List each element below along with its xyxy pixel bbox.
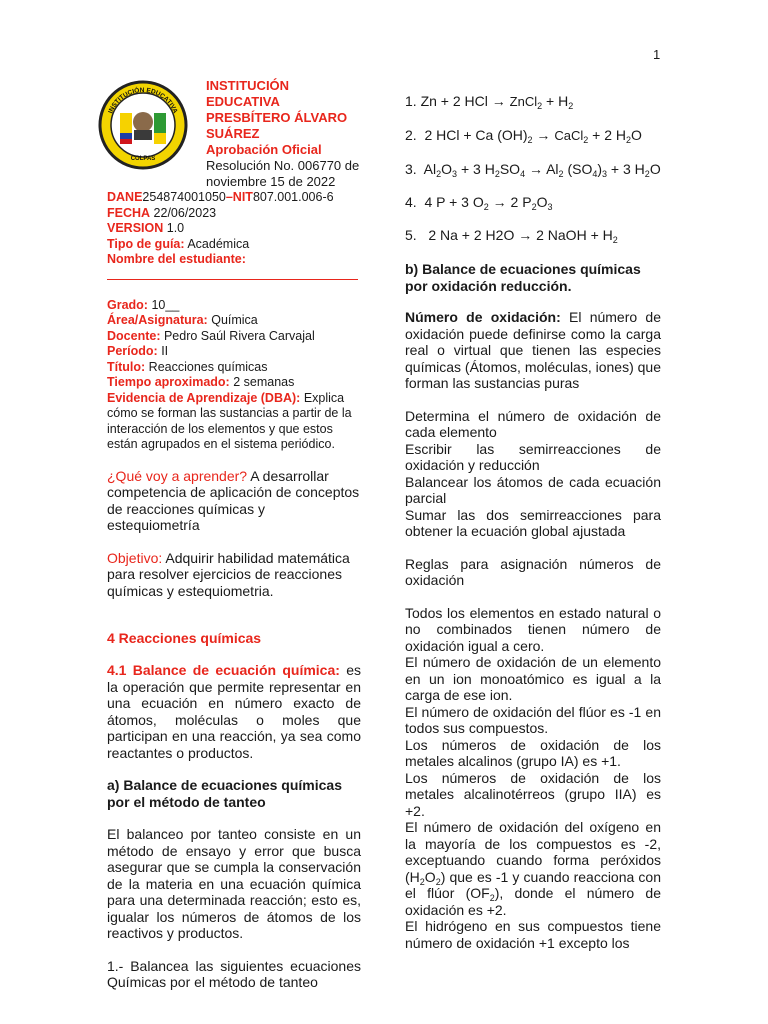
oxidation-reduction-title: b) Balance de ecuaciones químicas por oxidación reducción. xyxy=(405,261,641,294)
svg-text:INSTITUCIÓN EDUCATIVA: INSTITUCIÓN EDUCATIVA xyxy=(107,86,179,115)
school-seal-logo xyxy=(98,80,188,170)
equation: 2. 2 HCl + Ca $(OH)_2$ → CaCl$_2$ + 2 $H_2O$ xyxy=(405,127,642,145)
version-line: VERSION 1.0 xyxy=(107,221,185,235)
page-number: 1 xyxy=(653,47,661,62)
fecha-line: FECHA 22/06/2023 xyxy=(107,205,217,220)
tanteo-title: a) Balance de ecuaciones químicas por el método de tanteo xyxy=(107,777,342,810)
step-item: Sumar las dos semirreacciones para obtener la ecuación global ajustada xyxy=(405,506,661,539)
tanteo-text: El balanceo por tanteo consiste en un método de ensayo y error que busca asegurar que se cumpla la conservación de la materia en una ecuación química para una determinada reacción; esto es, igualar los números de átomos de los reactivos y productos. xyxy=(107,826,361,941)
resolution-text: Resolución No. 006770 de noviembre 15 de 2022 xyxy=(206,158,360,189)
rule-item: Todos los elementos en estado natural o no combinados tienen número de oxidación igual a cero. xyxy=(405,604,661,654)
right-column xyxy=(405,93,661,951)
step-item: Balancear los átomos de cada ecuación parcial xyxy=(405,473,661,506)
oxidation-number-definition: Número de oxidación: El número de oxidación puede definirse como la carga real o virtual que tienen las especies químicas (Átomos, moléculas, iones) que forman las sustancias puras xyxy=(405,309,661,391)
institution-line: EDUCATIVA xyxy=(206,94,280,109)
rule-item: El número de oxidación del oxígeno en la mayoría de los compuestos es -2, exceptuando cuando forma peróxidos $(H_2O_2)$ que es -1 y cuando reacciona con el flúor $(OF_2)$, donde el número de oxidación es +2. xyxy=(405,819,662,918)
periodo-line: Período: II xyxy=(107,344,169,358)
equation: 3. $Al_2O_3 + 3$ $H_2SO_4 \to Al_2$ $(SO_4)_3 + 3$ $H_2O$ xyxy=(405,161,661,179)
rule-item: El número de oxidación de un elemento en un ion monoatómico es igual a la carga de ese ion. xyxy=(405,654,661,703)
meta-block xyxy=(107,190,361,453)
area-line: Área/Asignatura: Química xyxy=(107,313,258,327)
titulo-line: Título: Reacciones químicas xyxy=(107,359,268,374)
dane-line: DANE254874001050–NIT807.001.006-6 xyxy=(107,190,334,204)
institution-block xyxy=(206,78,361,190)
rules-title: Reglas para asignación números de oxidación xyxy=(405,555,661,588)
step-item: Escribir las semirreacciones de oxidación y reducción xyxy=(405,440,661,473)
institution-line: INSTITUCIÓN xyxy=(206,78,290,93)
left-column xyxy=(107,78,361,991)
rule-item: Los números de oxidación de los metales alcalinos (grupo IA) es +1. xyxy=(405,736,661,769)
institution-line: PRESBÍTERO ÁLVARO xyxy=(206,110,348,125)
grado-line: Grado: 10__ xyxy=(107,297,180,312)
svg-text:COLPAS: COLPAS xyxy=(130,156,156,162)
learn-block: ¿Qué voy a aprender? A desarrollar competencia de aplicación de conceptos de reacciones químicas y estequiometría xyxy=(107,467,360,533)
balance-definition: 4.1 Balance de ecuación química: es la operación que permite representar en una ecuación en número exacto de átomos, moléculas o moles que participan en una reacción, ya sea como reactantes o productos. xyxy=(107,662,362,761)
equations-list xyxy=(405,93,661,243)
step-item: Determina el número de oxidación de cada elemento xyxy=(405,407,661,440)
institution-line: SUÁREZ xyxy=(206,126,260,141)
evidencia-block: Evidencia de Aprendizaje (DBA): Explica cómo se forman las sustancias a partir de la interacción de los elementos y que estos están agrupados en el sistema periódico. xyxy=(107,390,352,451)
equation: 5. 2 Na + 2 H2O → 2 NaOH + $H_2$ xyxy=(405,227,618,245)
approval-label: Aprobación Oficial xyxy=(206,142,322,157)
objective-block: Objetivo: Adquirir habilidad matemática para resolver ejercicios de reacciones químicas y estequiometria. xyxy=(107,549,350,599)
student-name-label: Nombre del estudiante: xyxy=(107,252,246,266)
steps-list xyxy=(405,408,661,540)
section-title: 4 Reacciones químicas xyxy=(107,630,262,646)
tiempo-line: Tiempo aproximado: 2 semanas xyxy=(107,375,295,389)
student-name-line xyxy=(107,268,358,280)
rule-item: El hidrógeno en sus compuestos tiene número de oxidación +1 excepto los xyxy=(405,918,661,951)
rule-item: Los números de oxidación de los metales alcalinotérreos (grupo IIA) es +2. xyxy=(405,769,661,819)
rule-item: El número de oxidación del flúor es -1 en todos sus compuestos. xyxy=(405,703,661,736)
exercise-instruction: 1.- Balancea las siguientes ecuaciones Químicas por el método de tanteo xyxy=(107,957,361,990)
equation: 4. 4 P + 3 $O_2 \to 2$ $P_2O_3$ xyxy=(405,194,553,212)
docente-line: Docente: Pedro Saúl Rivera Carvajal xyxy=(107,328,315,343)
equation: 1. Zn + 2 HCl → ZnCl$_2$ + $H_2$ xyxy=(405,93,574,111)
rules-list xyxy=(405,605,661,952)
tipo-line: Tipo de guía: Académica xyxy=(107,236,250,251)
